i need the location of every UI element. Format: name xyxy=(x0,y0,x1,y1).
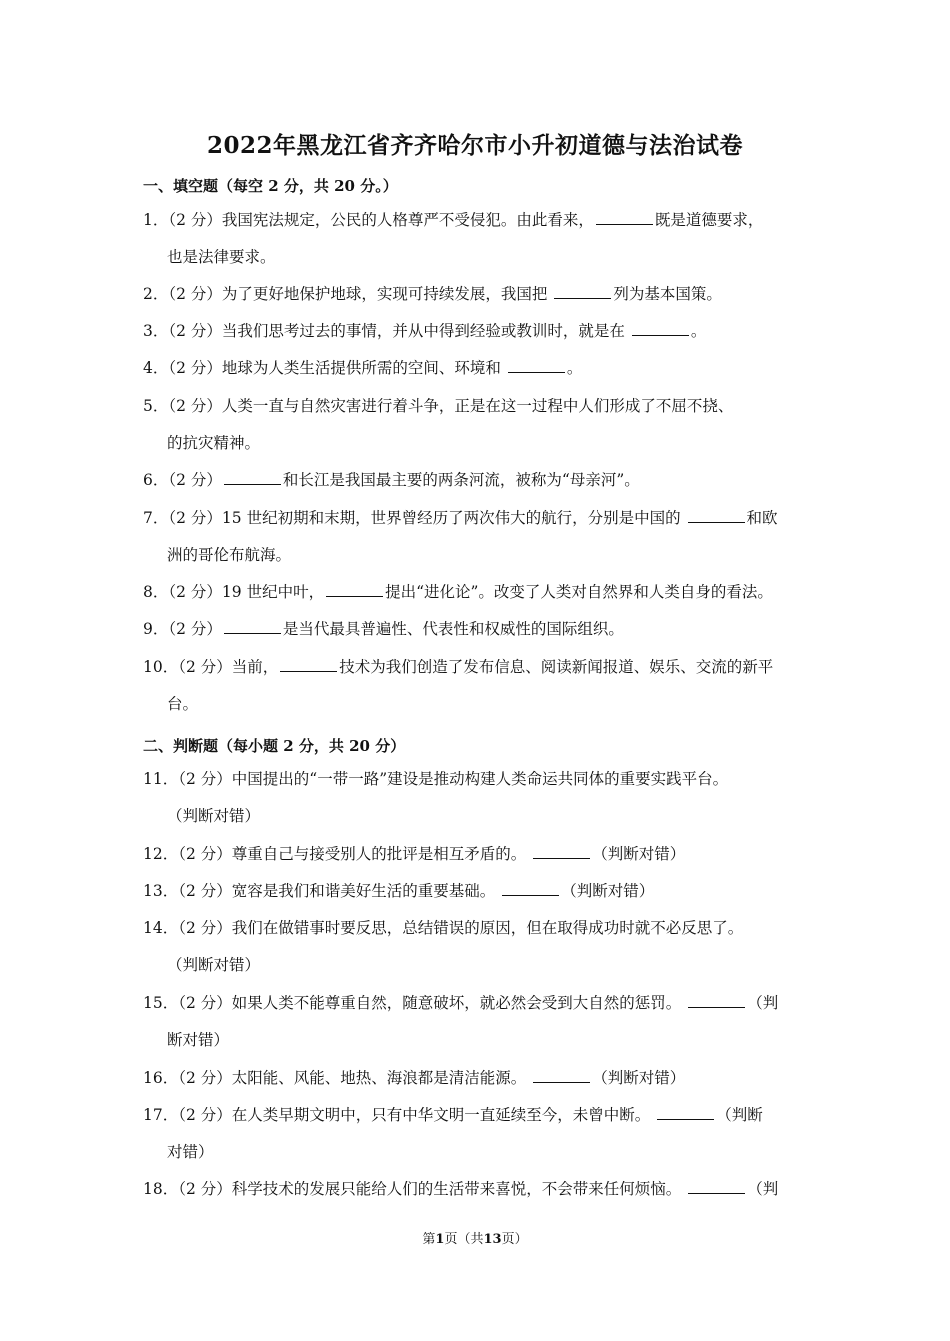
question-number: 17． xyxy=(143,1106,179,1124)
question-18 xyxy=(143,1171,815,1208)
question-text-after: 和长江是我国最主要的两条河流，被称为“母亲河”。 xyxy=(282,471,640,489)
question-number: 5． xyxy=(143,397,169,415)
question-12 xyxy=(143,836,815,873)
question-text-after: （判断对错） xyxy=(592,845,686,863)
question-number: 9． xyxy=(143,620,169,638)
question-continuation: 也是法律要求。 xyxy=(167,248,276,266)
question-number: 1． xyxy=(143,211,169,229)
question-text: （2 分）我国宪法规定，公民的人格尊严不受侵犯。由此看来， xyxy=(168,211,594,229)
question-number: 10． xyxy=(143,658,179,676)
question-text-after: 是当代最具普遍性、代表性和权威性的国际组织。 xyxy=(282,620,624,638)
question-text-after: （判 xyxy=(747,994,779,1012)
question-14 xyxy=(143,910,815,984)
question-text: （2 分）当前， xyxy=(178,658,279,676)
answer-blank[interactable] xyxy=(533,1067,590,1083)
footer-total-pages: 13 xyxy=(483,1232,502,1247)
question-text: （2 分） xyxy=(168,620,222,638)
question-number: 16． xyxy=(143,1069,179,1087)
question-number: 7． xyxy=(143,509,169,527)
page-title: 2022年黑龙江省齐齐哈尔市小升初道德与法治试卷 xyxy=(206,132,743,159)
question-number: 18． xyxy=(143,1180,179,1198)
question-1 xyxy=(143,202,815,276)
question-text-after: 提出“进化论”。改变了人类对自然界和人类自身的看法。 xyxy=(385,583,773,601)
question-17 xyxy=(143,1097,815,1171)
question-15 xyxy=(143,985,815,1059)
question-16 xyxy=(143,1060,815,1097)
question-text: （2 分）尊重自己与接受别人的批评是相互矛盾的。 xyxy=(178,845,532,863)
answer-blank[interactable] xyxy=(596,209,653,225)
question-text: （2 分）科学技术的发展只能给人们的生活带来喜悦，不会带来任何烦恼。 xyxy=(178,1180,687,1198)
question-number: 2． xyxy=(143,285,169,303)
question-text: （2 分）在人类早期文明中，只有中华文明一直延续至今，未曾中断。 xyxy=(178,1106,656,1124)
answer-blank[interactable] xyxy=(657,1104,714,1120)
question-continuation: 的抗灾精神。 xyxy=(167,434,261,452)
question-continuation: （判断对错） xyxy=(167,956,261,974)
question-continuation: 台。 xyxy=(167,695,199,713)
question-10 xyxy=(143,649,815,723)
question-2 xyxy=(143,276,815,313)
question-number: 14． xyxy=(143,919,179,937)
question-text: （2 分）太阳能、风能、地热、海浪都是清洁能源。 xyxy=(178,1069,532,1087)
question-text-after: 技术为我们创造了发布信息、阅读新闻报道、娱乐、交流的新平 xyxy=(339,658,774,676)
question-text-after: （判 xyxy=(747,1180,779,1198)
question-text: （2 分）19 世纪中叶， xyxy=(168,583,325,601)
answer-blank[interactable] xyxy=(688,507,745,523)
question-text-after: （判断对错） xyxy=(592,1069,686,1087)
question-3 xyxy=(143,313,815,350)
question-text: （2 分）如果人类不能尊重自然，随意破坏，就必然会受到大自然的惩罚。 xyxy=(178,994,687,1012)
answer-blank[interactable] xyxy=(326,581,383,597)
question-text: （2 分）为了更好地保护地球，实现可持续发展，我国把 xyxy=(168,285,553,303)
question-8 xyxy=(143,574,815,611)
answer-blank[interactable] xyxy=(632,320,689,336)
answer-blank[interactable] xyxy=(224,618,281,634)
answer-blank[interactable] xyxy=(554,283,611,299)
answer-blank[interactable] xyxy=(688,992,745,1008)
question-continuation: 断对错） xyxy=(167,1031,230,1049)
question-text-after: 。 xyxy=(690,322,707,340)
question-5 xyxy=(143,388,815,462)
question-11 xyxy=(143,761,815,835)
footer-suffix: 页） xyxy=(501,1232,528,1247)
question-number: 4． xyxy=(143,359,169,377)
question-text-after: （判断对错） xyxy=(561,882,655,900)
question-6 xyxy=(143,462,815,499)
question-text: （2 分）我们在做错事时要反思，总结错误的原因，但在取得成功时就不必反思了。 xyxy=(178,919,744,937)
question-continuation: 对错） xyxy=(167,1143,214,1161)
question-text-after: （判断 xyxy=(716,1106,763,1124)
question-number: 12． xyxy=(143,845,179,863)
question-number: 13． xyxy=(143,882,179,900)
answer-blank[interactable] xyxy=(688,1178,745,1194)
question-4 xyxy=(143,350,815,387)
question-number: 15． xyxy=(143,994,179,1012)
question-number: 3． xyxy=(143,322,169,340)
question-7 xyxy=(143,500,815,574)
answer-blank[interactable] xyxy=(280,656,337,672)
question-number: 8． xyxy=(143,583,169,601)
question-9 xyxy=(143,611,815,648)
section-heading-fill-blank: 一、填空题（每空 2 分，共 20 分。） xyxy=(143,177,398,195)
question-text: （2 分）当我们思考过去的事情，并从中得到经验或教训时，就是在 xyxy=(168,322,630,340)
answer-blank[interactable] xyxy=(508,357,565,373)
question-13 xyxy=(143,873,815,910)
answer-blank[interactable] xyxy=(502,880,559,896)
question-text: （2 分）宽容是我们和谐美好生活的重要基础。 xyxy=(178,882,501,900)
question-text: （2 分） xyxy=(168,471,222,489)
question-text: （2 分）中国提出的“一带一路”建设是推动构建人类命运共同体的重要实践平台。 xyxy=(178,770,729,788)
question-continuation: 洲的哥伦布航海。 xyxy=(167,546,292,564)
question-number: 6． xyxy=(143,471,169,489)
footer-mid: 页（共 xyxy=(444,1232,484,1247)
question-text-after: 既是道德要求， xyxy=(654,211,764,229)
question-text-after: 。 xyxy=(566,359,583,377)
question-text: （2 分）地球为人类生活提供所需的空间、环境和 xyxy=(168,359,506,377)
section-heading-true-false: 二、判断题（每小题 2 分，共 20 分） xyxy=(143,737,406,755)
question-text: （2 分）人类一直与自然灾害进行着斗争，正是在这一过程中人们形成了不屈不挠、 xyxy=(168,397,734,415)
page-footer xyxy=(0,1228,950,1247)
question-continuation: （判断对错） xyxy=(167,807,261,825)
footer-prefix: 第 xyxy=(422,1232,436,1247)
question-text: （2 分）15 世纪初期和末期，世界曾经历了两次伟大的航行，分别是中国的 xyxy=(168,509,686,527)
question-number: 11． xyxy=(143,770,179,788)
answer-blank[interactable] xyxy=(533,843,590,859)
question-text-after: 和欧 xyxy=(746,509,778,527)
answer-blank[interactable] xyxy=(224,469,281,485)
question-text-after: 列为基本国策。 xyxy=(613,285,722,303)
footer-page-number: 1 xyxy=(435,1232,445,1247)
